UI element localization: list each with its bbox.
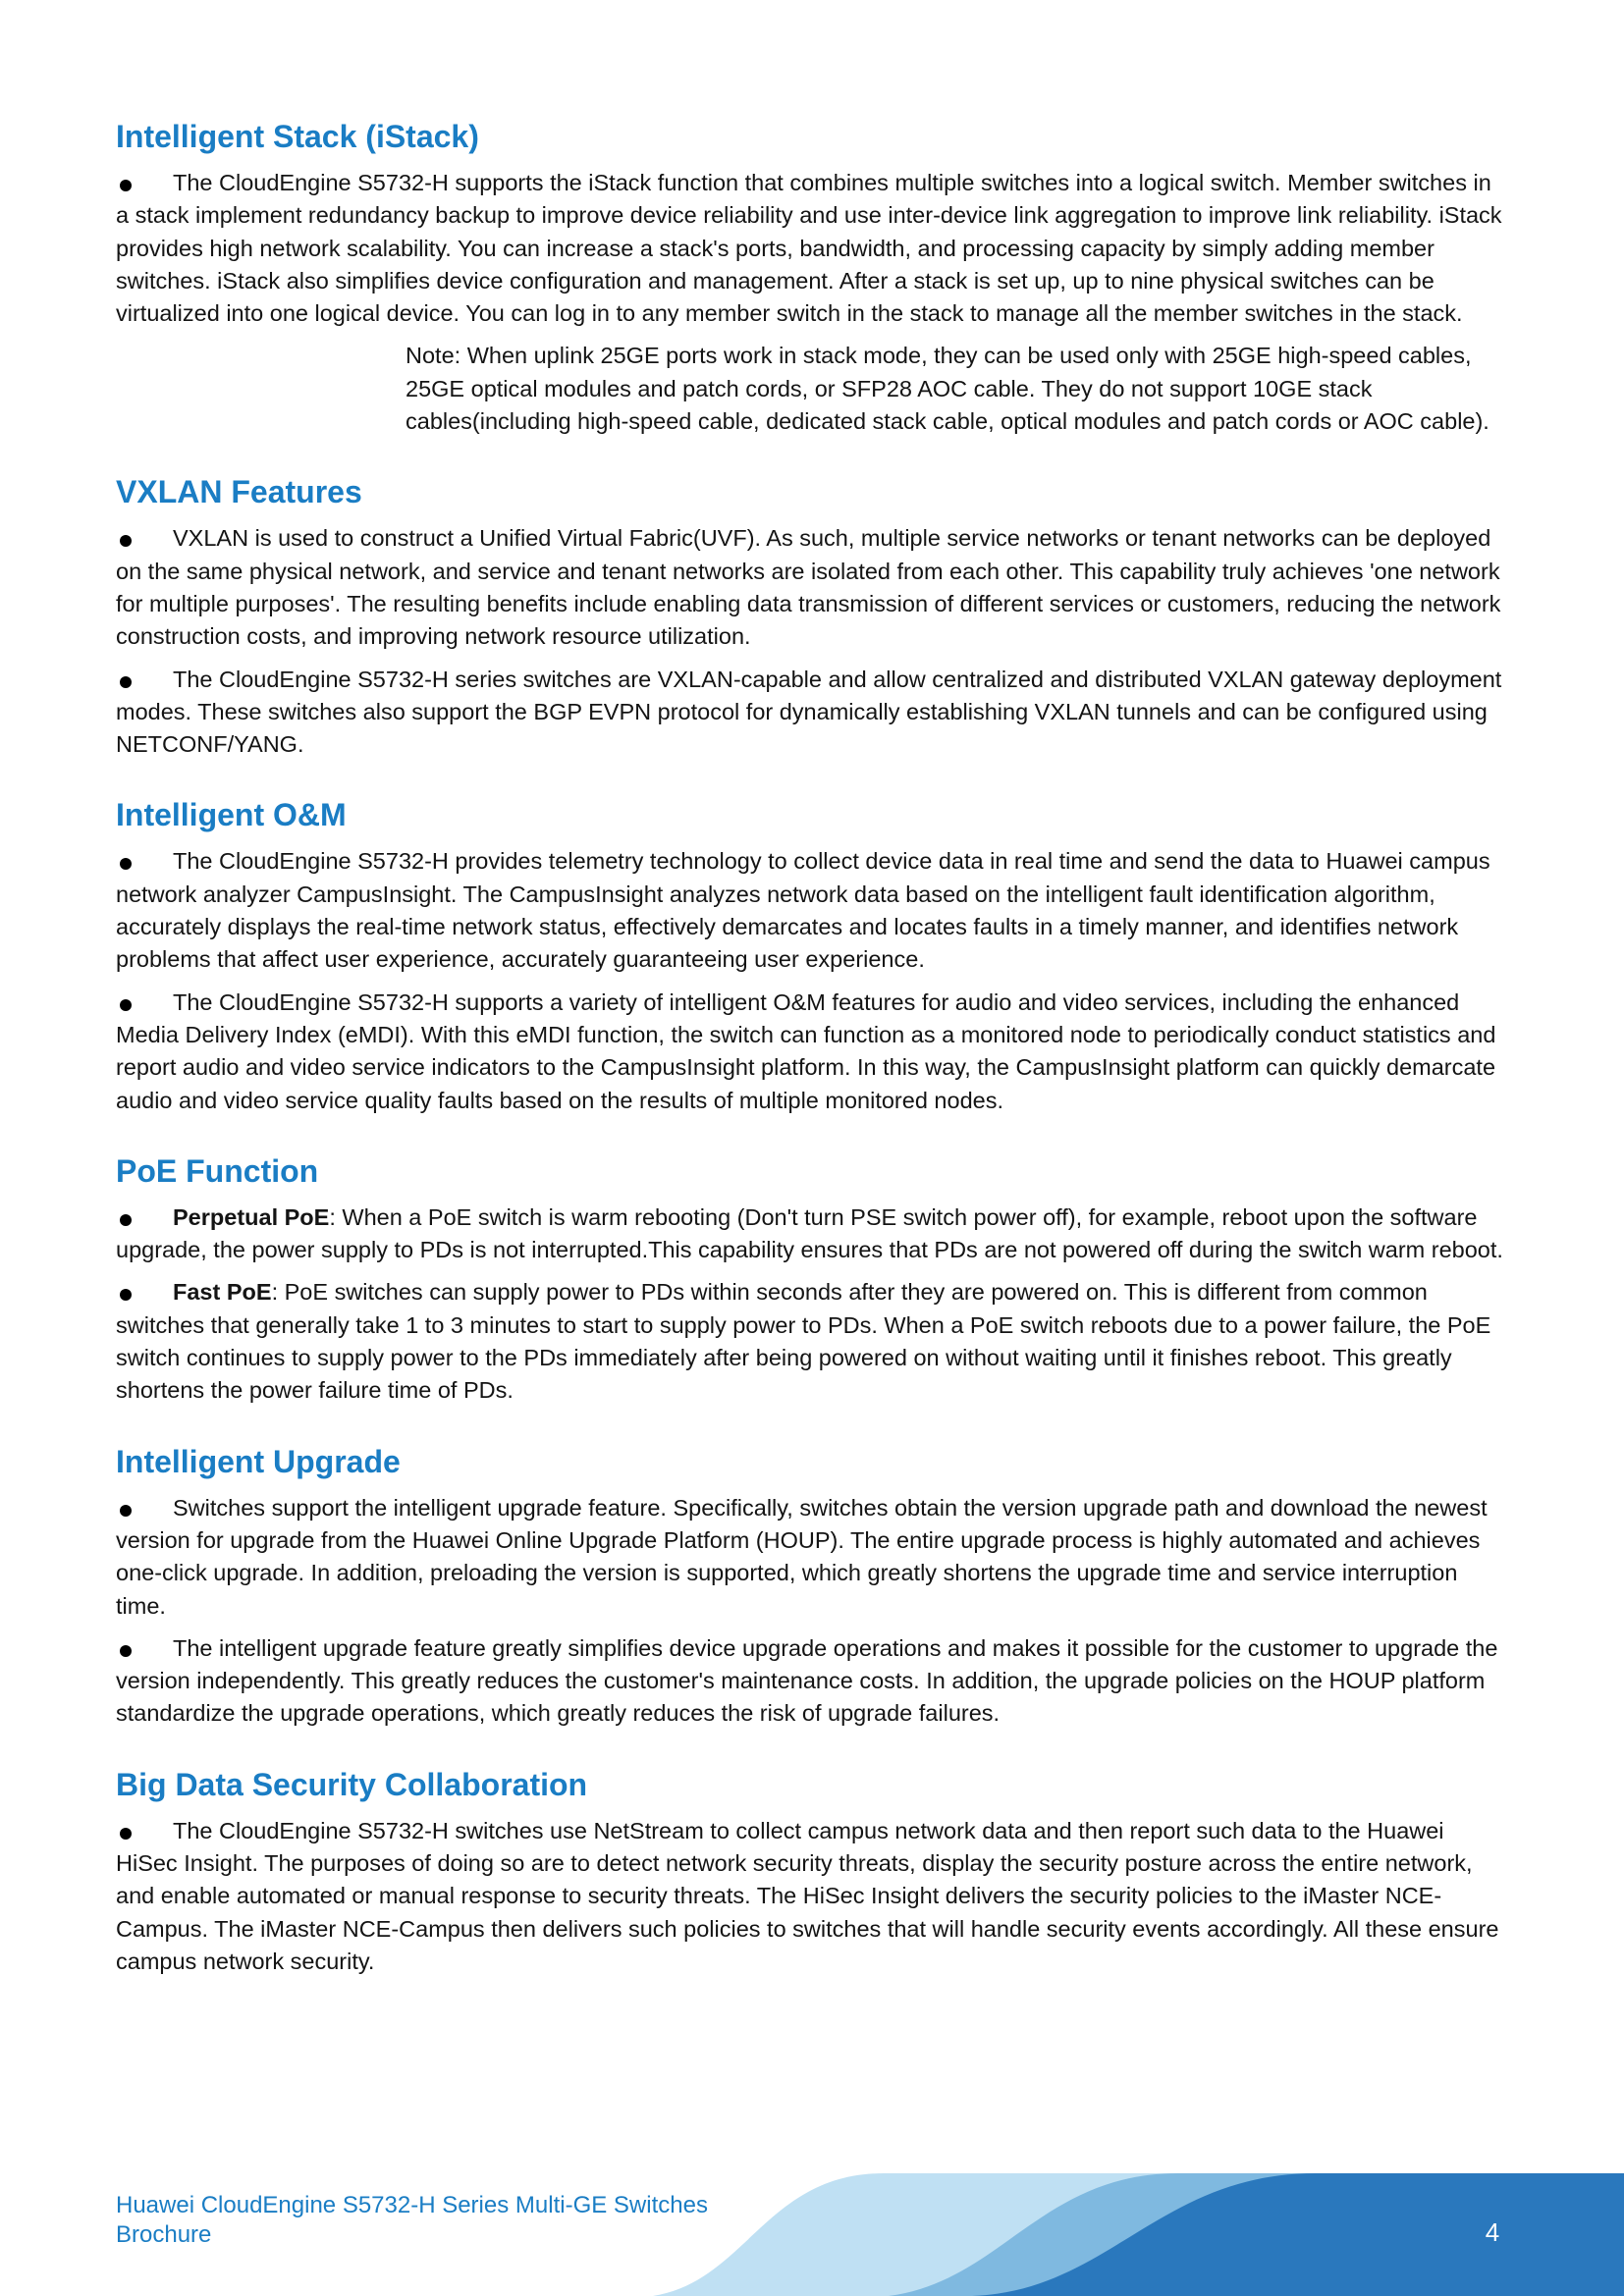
section-heading: Intelligent O&M [116, 797, 347, 833]
page-number: 4 [1485, 2217, 1500, 2247]
bullet-term: Fast PoE [173, 1279, 272, 1306]
bullet-paragraph [116, 1201, 1510, 1267]
bullet-text: The CloudEngine S5732-H provides telemetry technology to collect device data in real time and send the data to Huawei campus network analyzer CampusInsight. The CampusInsight analyzes network data based on the intelligent fault identification algorithm, accurately displays the real-time network status, effectively demarcates and locates faults in a timely manner, and identifies network problems that affect user experience, accurately guaranteeing user experience. [116, 848, 1490, 973]
bullet-paragraph [116, 987, 1510, 1117]
section-heading: VXLAN Features [116, 474, 362, 510]
footer-document-title [116, 2191, 803, 2250]
bullet-icon [120, 858, 132, 870]
bullet-icon [120, 1289, 132, 1301]
bullet-icon [120, 676, 132, 688]
bullet-text: Switches support the intelligent upgrade feature. Specifically, switches obtain the version upgrade path and download the newest version for upgrade from the Huawei Online Upgrade Platform (HOUP). The entire upgrade process is highly automated and achieves one-click upgrade. In addition, preloading the version is supported, which greatly shortens the upgrade time and service interruption time. [116, 1494, 1488, 1619]
section-big-data-security [116, 1766, 1510, 1978]
section-heading: PoE Function [116, 1152, 319, 1189]
bullet-text: : When a PoE switch is warm rebooting (Don't turn PSE switch power off), for example, reboot upon the software upgrade, the power supply to PDs is not interrupted.This capability ensures that PDs are not powered off during the switch warm reboot. [116, 1203, 1503, 1263]
bullet-paragraph [116, 664, 1510, 762]
bullet-text: The CloudEngine S5732-H series switches are VXLAN-capable and allow centralized and distributed VXLAN gateway deployment modes. These switches also support the BGP EVPN protocol for dynamically establishing VXLAN tunnels and can be configured using NETCONF/YANG. [116, 666, 1502, 758]
bullet-paragraph [116, 1632, 1510, 1731]
bullet-icon [120, 1505, 132, 1517]
bullet-icon [120, 1645, 132, 1657]
bullet-term: Perpetual PoE [173, 1203, 330, 1230]
bullet-icon [120, 1828, 132, 1840]
footer-title-line1: Huawei CloudEngine S5732-H Series Multi-GE Switches [116, 2192, 708, 2218]
bullet-paragraph [116, 845, 1510, 976]
section-heading: Intelligent Upgrade [116, 1443, 401, 1479]
bullet-paragraph [116, 167, 1510, 330]
bullet-text: The CloudEngine S5732-H switches use NetStream to collect campus network data and then report such data to the Huawei HiSec Insight. The purposes of doing so are to detect network security threats, display the security posture across the entire network, and enable automated or manual response to security threats. The HiSec Insight delivers the security policies to the iMaster NCE-Campus. The iMaster NCE-Campus then delivers such policies to switches that will handle security events accordingly. All these ensure campus network security. [116, 1817, 1499, 1974]
section-heading: Intelligent Stack (iStack) [116, 119, 479, 154]
bullet-text: : PoE switches can supply power to PDs within seconds after they are powered on. This is different from common switches that generally take 1 to 3 minutes to start to supply power to PDs. When a PoE switch reboots due to a power failure, the PoE switch continues to supply power to the PDs immediately after being powered on without waiting until it finishes reboot. This greatly shortens the power failure time of PDs. [116, 1279, 1491, 1404]
bullet-paragraph [116, 1815, 1510, 1978]
bullet-icon [120, 1214, 132, 1226]
bullet-paragraph [116, 1492, 1510, 1623]
section-heading: Big Data Security Collaboration [116, 1766, 588, 1802]
bullet-text: VXLAN is used to construct a Unified Virtual Fabric(UVF). As such, multiple service networks or tenant networks can be deployed on the same physical network, and service and tenant networks are isolated from each other. This capability truly achieves 'one network for multiple purposes'. The resulting benefits include enabling data transmission of different services or customers, reducing the network construction costs, and improving network resource utilization. [116, 525, 1501, 650]
bullet-text: The CloudEngine S5732-H supports a variety of intelligent O&M features for audio and video services, including the enhanced Media Delivery Index (eMDI). With this eMDI function, the switch can function as a monitored node to periodically conduct statistics and report audio and video service indicators to the CampusInsight platform. In this way, the CampusInsight platform can quickly demarcate audio and video service quality faults based on the results of multiple monitored nodes. [116, 988, 1496, 1113]
bullet-icon [120, 999, 132, 1011]
section-vxlan [116, 473, 1510, 761]
bullet-text: The CloudEngine S5732-H supports the iStack function that combines multiple switches into a logical switch. Member switches in a stack implement redundancy backup to improve device reliability and use inter-device link aggregation to improve link reliability. iStack provides high network scalability. You can increase a stack's ports, bandwidth, and processing capacity by simply adding member switches. iStack also simplifies device configuration and management. After a stack is set up, up to nine physical switches can be virtualized into one logical device. You can log in to any member switch in the stack to manage all the member switches in the stack. [116, 170, 1502, 327]
bullet-icon [120, 180, 132, 191]
bullet-icon [120, 535, 132, 547]
bullet-paragraph [116, 1276, 1510, 1407]
bullet-paragraph [116, 522, 1510, 653]
note-text: Note: When uplink 25GE ports work in stack mode, they can be used only with 25GE high-speed cables, 25GE optical modules and patch cords, or SFP28 AOC cable. They do not support 10GE stack cables(including high-speed cable, dedicated stack cable, optical modules and patch cords or AOC cable). [406, 343, 1489, 435]
section-istack [116, 118, 1510, 438]
page-content [116, 118, 1510, 1988]
section-poe-function [116, 1152, 1510, 1408]
section-intelligent-om [116, 796, 1510, 1116]
bullet-text: The intelligent upgrade feature greatly simplifies device upgrade operations and makes it possible for the customer to upgrade the version independently. This greatly reduces the customer's maintenance costs. In addition, the upgrade policies on the HOUP platform standardize the upgrade operations, which greatly reduces the risk of upgrade failures. [116, 1634, 1498, 1727]
footer-title-line2: Brochure [116, 2221, 212, 2248]
section-intelligent-upgrade [116, 1443, 1510, 1731]
